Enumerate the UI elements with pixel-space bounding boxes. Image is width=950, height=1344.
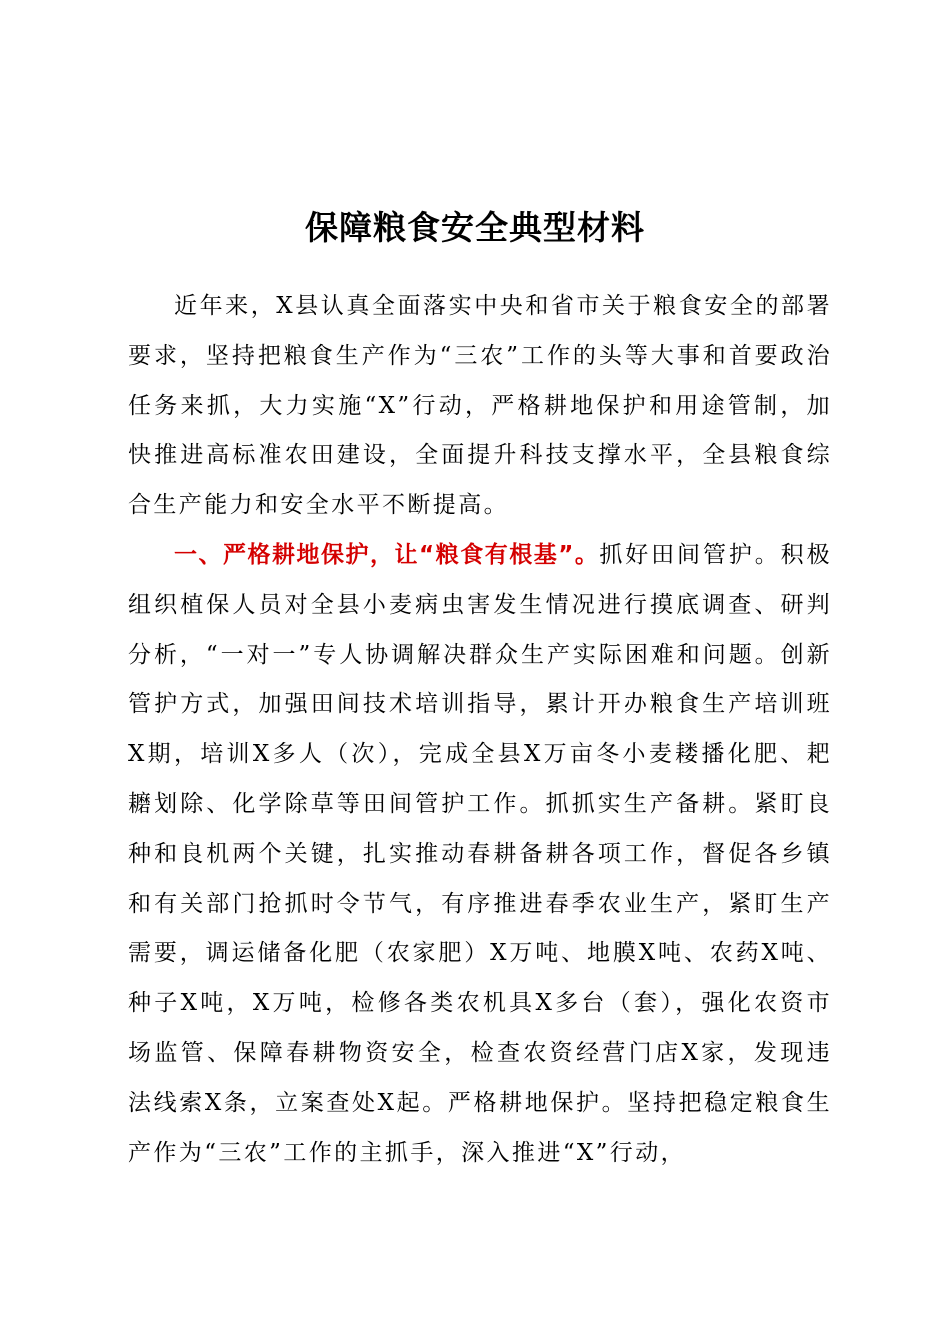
section-one-text: 抓好田间管护。积极组织植保人员对全县小麦病虫害发生情况进行摸底调查、研判分析，“一对一”专人协调解决群众生产实际困难和问题。创新管护方式，加强田间技术培训指导，累计开办粮食生产培训班X期，培训X多人（次），完成全县X万亩冬小麦耧播化肥、耙耱划除、化学除草等田间管护工作。抓抓实生产备耕。紧盯良种和良机两个关键，扎实推动春耕备耕各项工作，督促各乡镇和有关部门抢抓时令节气，有序推进春季农业生产，紧盯生产需要，调运储备化肥（农家肥）X万吨、地膜X吨、农药X吨、种子X吨，X万吨，检修各类农机具X多台（套），强化农资市场监管、保障春耕物资安全，检查农资经营门店X家，发现违法线索X条，立案查处X起。严格耕地保护。坚持把稳定粮食生产作为“三农”工作的主抓手，深入推进“X”行动， (128, 542, 832, 1166)
document-title: 保障粮食安全典型材料 (305, 208, 645, 247)
intro-paragraph (128, 282, 832, 531)
intro-paragraph-text: 近年来，X县认真全面落实中央和省市关于粮食安全的部署要求，坚持把粮食生产作为“三农”工作的头等大事和首要政治任务来抓，大力实施“X”行动，严格耕地保护和用途管制，加快推进高标准农田建设，全面提升科技支撑水平，全县粮食综合生产能力和安全水平不断提高。 (128, 293, 832, 519)
section-one-paragraph (128, 531, 832, 1178)
section-one-heading: 一、严格耕地保护，让“粮食有根基”。 (174, 542, 600, 568)
